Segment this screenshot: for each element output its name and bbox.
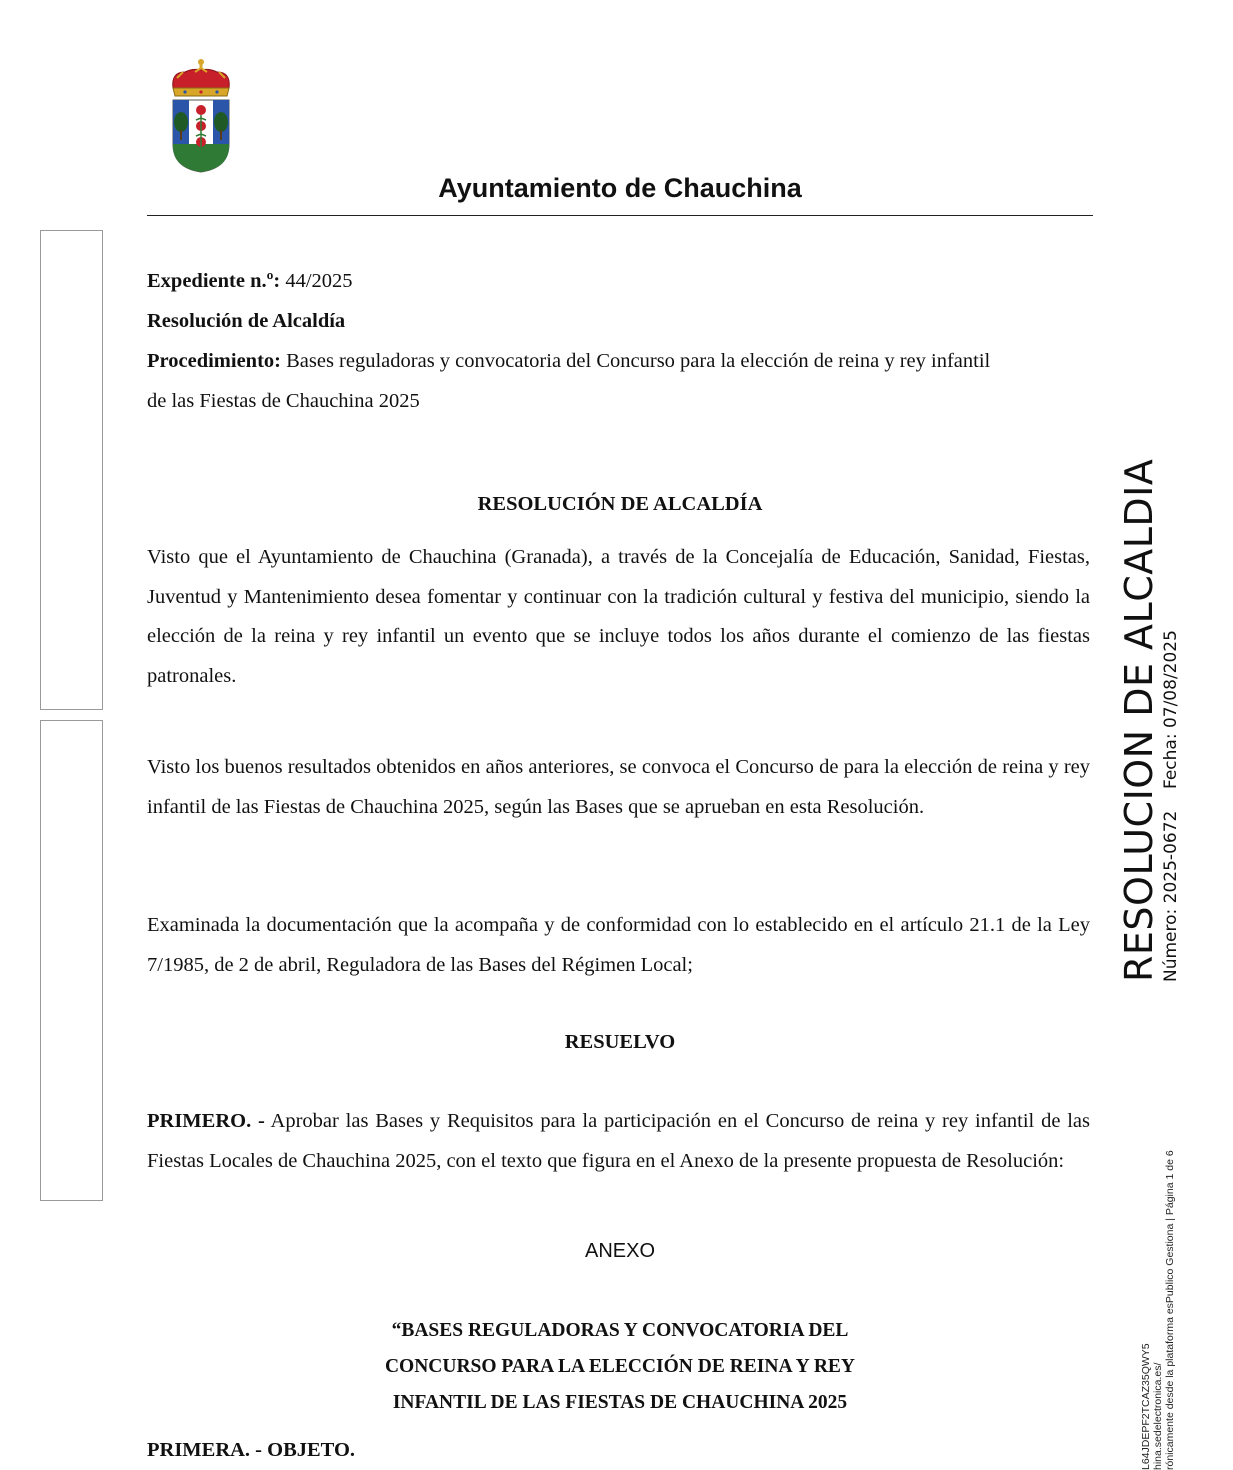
bases-title [147,1313,1093,1421]
bases-title-line: CONCURSO PARA LA ELECCIÓN DE REINA Y REY [384,1356,856,1377]
paragraph-primero [147,1102,1090,1181]
bases-title-line: INFANTIL DE LAS FIESTAS DE CHAUCHINA 2025 [392,1392,848,1413]
expediente-value: 44/2025 [285,270,353,292]
verification-strip [1140,1088,1192,1470]
primera-objeto-heading: PRIMERA. - OBJETO. [147,1439,356,1461]
verification-platform: rónicamente desde la plataforma esPublico Gestiona | Página 1 de 6 [1164,1150,1176,1470]
procedimiento-value-cont: de las Fiestas de Chauchina 2025 [147,390,420,412]
resolution-stamp [1117,458,1190,982]
margin-box-bottom [40,720,103,1201]
verification-url: hina.sedelectronica.es/ [1152,1362,1164,1470]
bases-title-line: “BASES REGULADORAS Y CONVOCATORIA DEL [391,1320,849,1341]
resuelvo-heading: RESUELVO [564,1031,676,1053]
stamp-details [1160,522,1182,982]
anexo-heading: ANEXO [584,1240,656,1262]
paragraph-visto-1 [147,538,1090,696]
resolution-heading: RESOLUCIÓN DE ALCALDÍA [477,493,763,515]
coat-of-arms-logo [165,58,237,174]
paragraph-examinada [147,906,1090,985]
procedimiento-label: Procedimiento: [147,350,281,372]
resolucion-label: Resolución de Alcaldía [147,310,346,332]
paragraph-visto-2 [147,748,1090,827]
paragraph-text: Examinada la documentación que la acompaña y de conformidad con lo establecido en el artículo 21.1 de la Ley 7/1985, de 2 de abril, Reguladora de las Bases del Régimen Local; [147,914,1090,976]
expediente-line [147,270,353,293]
stamp-fecha-label: Fecha: [1161,733,1181,790]
paragraph-text: Visto que el Ayuntamiento de Chauchina (Granada), a través de la Concejalía de Educación, Sanidad, Fiestas, Juventud y Mantenimiento desea fomentar y continuar con la tradición cultural y festiva del municipio, siendo la elección de la reina y rey infantil un evento que se incluye todos los años durante el comienzo de las fiestas patronales. [147,546,1090,687]
stamp-fecha-value: 07/08/2025 [1161,630,1181,729]
stamp-numero-value: 2025-0672 [1161,810,1181,904]
header-divider [147,215,1093,216]
verification-code: L64JDEPF2TCAZ35QWY5 [1140,1343,1152,1470]
paragraph-text: Visto los buenos resultados obtenidos en años anteriores, se convoca el Concurso de para la elección de reina y rey infantil de las Fiestas de Chauchina 2025, según las Bases que se aprueban en esta Resolución. [147,756,1090,818]
organization-title: Ayuntamiento de Chauchina [438,173,802,203]
procedimiento-value: Bases reguladoras y convocatoria del Concurso para la elección de reina y rey infantil [286,350,991,372]
procedimiento-line [147,350,990,373]
primero-text: Aprobar las Bases y Requisitos para la participación en el Concurso de reina y rey infantil de las Fiestas Locales de Chauchina 2025, con el texto que figura en el Anexo de la presente propuesta de Resolución: [147,1110,1091,1172]
stamp-title: RESOLUCION DE ALCALDIA [1117,458,1161,982]
primero-label: PRIMERO. - [147,1110,265,1132]
expediente-label: Expediente n.º: [147,270,281,292]
stamp-numero-label: Número: [1161,908,1181,982]
margin-box-top [40,230,103,710]
